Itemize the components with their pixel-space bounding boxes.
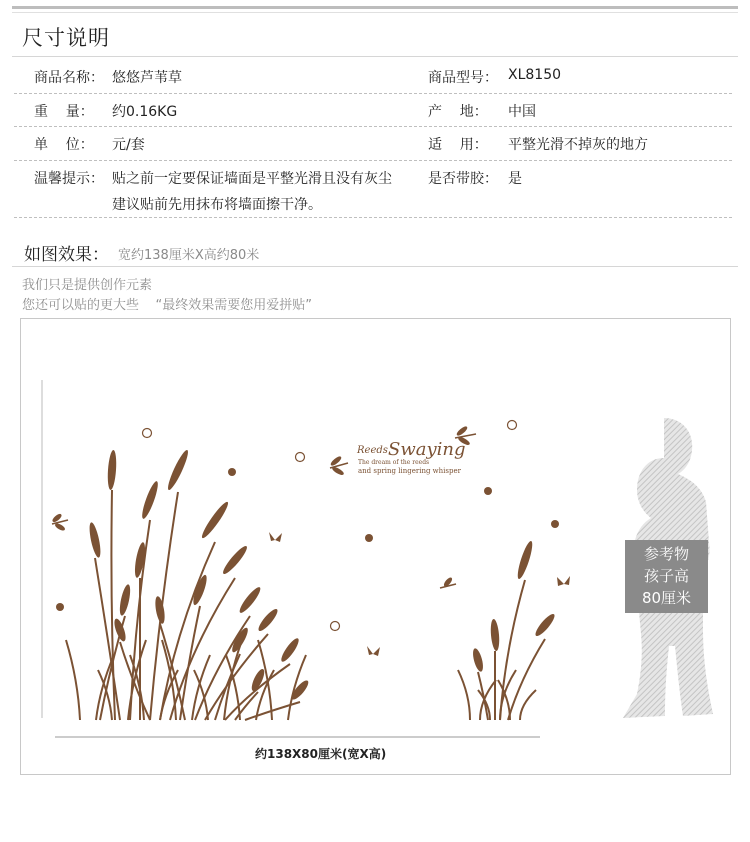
dragonfly-icon	[52, 513, 68, 531]
spec-label: 温馨提示：	[34, 171, 104, 187]
note-line: 我们只是提供创作元素	[22, 278, 153, 293]
reed-head	[118, 584, 132, 617]
spec-value: 悠悠芦苇草	[112, 70, 182, 86]
spec-value: 平整光滑不掉灰的地方	[508, 137, 648, 153]
reed-head	[471, 647, 485, 672]
spec-value: XL8150	[508, 67, 562, 83]
reed-stalk	[480, 680, 496, 720]
reed-stalk	[520, 690, 536, 720]
spec-value: 元/套	[112, 137, 145, 153]
reed-head	[199, 500, 231, 541]
spec-label: 重 量：	[34, 104, 94, 120]
reference-line: 80厘米	[641, 589, 692, 607]
reed-stalk	[458, 670, 470, 720]
dragonfly-icon	[440, 577, 456, 588]
spec-label: 单 位：	[34, 137, 94, 153]
spec-label: 产 地：	[428, 104, 488, 120]
spec-label: 商品名称：	[34, 70, 104, 86]
spec-value-line2: 建议贴前先用抹布将墙面擦干净。	[112, 197, 322, 213]
spec-label: 适 用：	[428, 137, 488, 153]
butterfly-icon	[269, 532, 282, 542]
reed-head	[165, 448, 191, 491]
reed-head	[220, 544, 249, 577]
reed-head	[154, 596, 167, 625]
effect-title: 如图效果：	[24, 245, 109, 265]
reed-head	[139, 480, 160, 520]
reference-line: 孩子高	[643, 567, 689, 585]
reed-head	[289, 678, 311, 702]
reed-stalk	[150, 492, 178, 720]
reed-head	[87, 522, 102, 559]
artwork-heading-large: Swaying	[388, 439, 466, 460]
reference-line: 参考物	[643, 545, 689, 563]
spec-value: 贴之前一定要保证墙面是平整光滑且没有灰尘	[112, 171, 392, 187]
spec-label: 商品型号：	[428, 70, 498, 86]
reed-stalk	[508, 639, 545, 720]
butterfly-icon	[557, 576, 570, 586]
effect-size: 宽约138厘米X高约80米	[118, 248, 260, 263]
spec-label: 是否带胶：	[428, 171, 498, 187]
artwork-tagline: The dream of the reeds	[358, 459, 430, 466]
reed-head	[515, 540, 535, 581]
note-line: 您还可以贴的更大些 “最终效果需要您用爱拼贴”	[22, 298, 312, 313]
reed-head	[533, 612, 557, 639]
reed-head	[237, 585, 263, 615]
reed-head-group	[87, 448, 557, 701]
section-title: 尺寸说明	[22, 26, 110, 50]
dragonfly-icon	[330, 456, 348, 476]
reed-head	[279, 636, 302, 664]
dimension-label: 约138X80厘米(宽X高)	[255, 747, 387, 761]
butterfly-icon	[367, 646, 380, 656]
artwork-heading-small: Reeds	[357, 445, 388, 456]
spec-value: 是	[508, 171, 522, 187]
reed-head	[107, 450, 118, 490]
dots	[56, 468, 559, 611]
artwork-tagline: and spring lingering whisper	[358, 467, 461, 475]
reed-stalk	[66, 640, 80, 720]
spec-value: 约0.16KG	[112, 104, 178, 120]
spec-value: 中国	[508, 104, 536, 120]
reference-label	[625, 540, 708, 613]
reed-head	[490, 619, 501, 652]
reed-head	[256, 607, 280, 634]
reed-head	[112, 617, 128, 642]
